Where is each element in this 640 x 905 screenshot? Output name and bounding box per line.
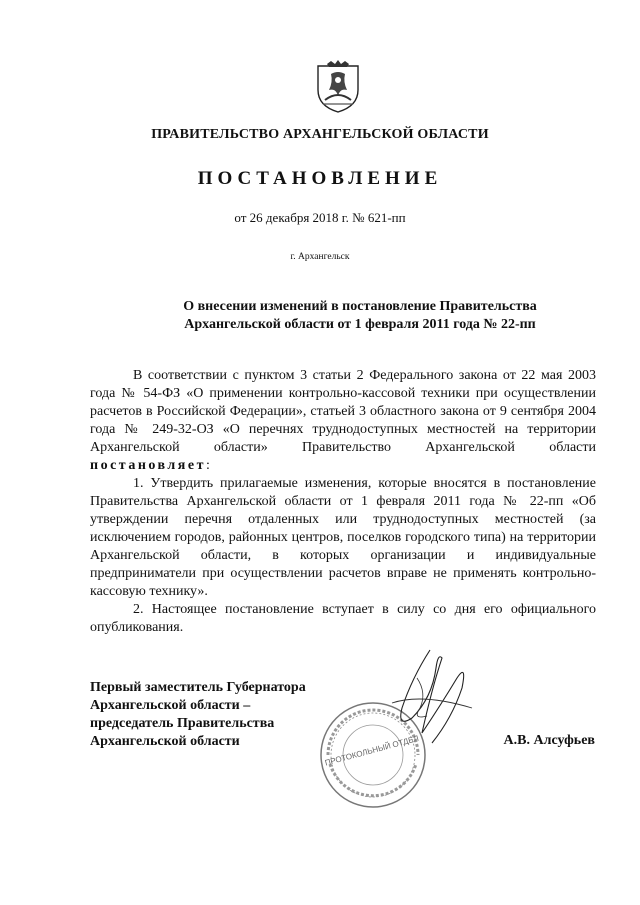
subject-line-1: О внесении изменений в постановление Правительства — [183, 299, 537, 314]
document-date-number: от 26 декабря 2018 г. № 621-пп — [234, 210, 406, 225]
document-city: г. Архангельск — [290, 252, 350, 262]
document-subject — [150, 298, 570, 334]
organization-title: ПРАВИТЕЛЬСТВО АРХАНГЕЛЬСКОЙ ОБЛАСТИ — [151, 127, 489, 142]
item-2-paragraph: 2. Настоящее постановление вступает в силу со дня его официального опубликования. — [90, 602, 596, 635]
subject-line-2: Архангельской области от 1 февраля 2011 года № 22-пп — [184, 317, 536, 332]
signatory-name: А.В. Алсуфьев — [503, 733, 595, 748]
signatory-position-line-3: председатель Правительства — [90, 716, 275, 731]
signatory-position-line-1: Первый заместитель Губернатора — [90, 680, 306, 695]
preamble-text: В соответствии с пунктом 3 статьи 2 Федерального закона от 22 мая 2003 года № 54-ФЗ «О применении контрольно-кассовой техники при осуществлении расчетов в Российской Федерации», статьей 3 областного закона от 9 сентября 2004 года № 249-32-ОЗ «О перечнях труднодоступных местностей на территории Архангельской области» Правительство Архангельской области — [90, 368, 596, 455]
resolves-suffix: : — [205, 458, 210, 473]
document-body — [90, 367, 596, 637]
resolves-word: постановляет — [90, 458, 206, 473]
coat-of-arms-icon — [313, 60, 363, 114]
preamble-paragraph — [90, 367, 596, 475]
signatory-position-line-4: Архангельской области — [90, 734, 240, 749]
signatory-position-line-2: Архангельской области – — [90, 698, 251, 713]
handwritten-signature — [372, 648, 482, 748]
signatory-position — [90, 679, 306, 751]
stamp-text: ПРОТОКОЛЬНЫЙ ОТДЕЛ — [323, 733, 420, 768]
item-1-paragraph: 1. Утвердить прилагаемые изменения, которые вносятся в постановление Правительства Архангельской области от 1 февраля 2011 года № 22-пп «Об утверждении перечня отдаленных или труднодоступных местностей (за исключением городов, районных центров, поселков городского типа) на территории Архангельской области, в которых организации и индивидуальные предприниматели при осуществлении расчетов вправе не применять контрольно-кассовую технику». — [90, 476, 596, 599]
document-type: ПОСТАНОВЛЕНИЕ — [197, 168, 443, 189]
